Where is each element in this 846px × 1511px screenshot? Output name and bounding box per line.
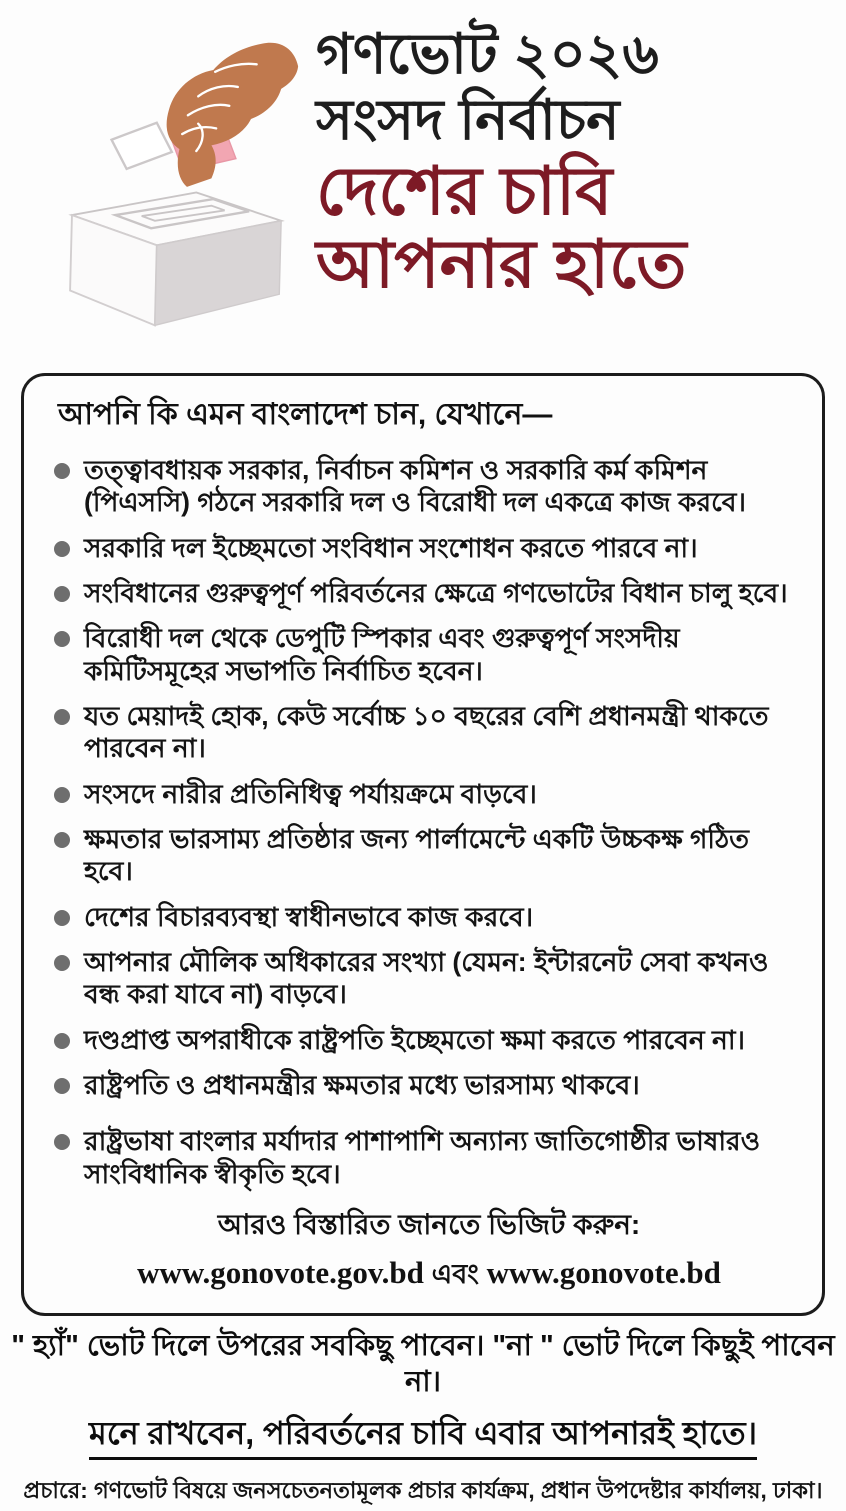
poster-header xyxy=(0,0,846,362)
url-conjunction: এবং xyxy=(431,1258,479,1289)
bullet-dot-icon xyxy=(54,1078,70,1094)
headline-desher-chabi: দেশের চাবি xyxy=(316,154,613,229)
remember-statement: মনে রাখবেন, পরিবর্তনের চাবি এবার আপনারই হাতে। xyxy=(89,1414,757,1459)
bullet-text: রাষ্ট্রপতি ও প্রধানমন্ত্রীর ক্ষমতার মধ্যে ভারসাম্য থাকবে। xyxy=(84,1069,640,1100)
publisher-credit: প্রচারে: গণভোট বিষয়ে জনসচেতনতামূলক প্রচার কার্যক্রম, প্রধান উপদেষ্টার কার্যালয়, ঢাকা। xyxy=(23,1477,823,1503)
bullet-constitution-amendment xyxy=(54,532,804,564)
title-gonovote-2026: গণভোট ২০২৬ xyxy=(316,22,659,85)
bullet-pm-term-limit xyxy=(54,700,804,765)
bullet-women-representation xyxy=(54,778,804,810)
poster-footer xyxy=(0,1316,846,1511)
bullet-dot-icon xyxy=(54,586,70,602)
bullet-text: সংসদে নারীর প্রতিনিধিত্ব পর্যায়ক্রমে বাড়বে। xyxy=(84,778,537,809)
hand-casting-ballot-icon xyxy=(55,34,300,334)
bullet-dot-icon xyxy=(54,910,70,926)
bullet-fundamental-rights xyxy=(54,946,804,1011)
bullet-referendum-provision xyxy=(54,577,804,609)
bullet-caretaker-government xyxy=(54,454,804,519)
bullet-text: সরকারি দল ইচ্ছেমতো সংবিধান সংশোধন করতে পারবে না। xyxy=(84,532,698,563)
yes-no-statement: " হ্যাঁ" ভোট দিলে উপরের সবকিছু পাবেন। "না " ভোট দিলে কিছুই পাবেন না। xyxy=(11,1329,835,1399)
bullet-text: তত্ত্বাবধায়ক সরকার, নির্বাচন কমিশন ও সরকারি কর্ম কমিশন (পিএসসি) গঠনে সরকারি দল ও বিরোধী দল একত্রে কাজ করবে। xyxy=(84,455,746,518)
bullet-text: সংবিধানের গুরুত্বপূর্ণ পরিবর্তনের ক্ষেত্রে গণভোটের বিধান চালু হবে। xyxy=(84,577,788,608)
bullet-text: দেশের বিচারব্যবস্থা স্বাধীনভাবে কাজ করবে। xyxy=(84,901,534,932)
bullet-presidential-pardon xyxy=(54,1024,804,1056)
bullet-language-recognition xyxy=(54,1125,804,1190)
bullet-text: দণ্ডপ্রাপ্ত অপরাধীকে রাষ্ট্রপতি ইচ্ছেমতো ক্ষমা করতে পারবেন না। xyxy=(84,1024,746,1055)
bullet-dot-icon xyxy=(54,709,70,725)
bullet-dot-icon xyxy=(54,463,70,479)
url-gov: www.gonovote.gov.bd xyxy=(137,1254,424,1290)
bullet-dot-icon xyxy=(54,631,70,647)
bullet-power-balance xyxy=(54,1069,804,1101)
bullet-dot-icon xyxy=(54,1033,70,1049)
bullet-text: আপনার মৌলিক অধিকারের সংখ্যা (যেমন: ইন্টারনেট সেবা কখনও বন্ধ করা যাবে না) বাড়বে। xyxy=(84,946,769,1010)
bullet-dot-icon xyxy=(54,787,70,803)
white-ballot-card xyxy=(112,123,172,169)
bullet-dot-icon xyxy=(54,541,70,557)
title-parliament-election: সংসদ নির্বাচন xyxy=(316,88,620,151)
manifesto-box xyxy=(21,373,825,1316)
bullet-dot-icon xyxy=(54,955,70,971)
bullet-dot-icon xyxy=(54,1134,70,1150)
headline-apnar-hate: আপনার হাতে xyxy=(316,227,687,302)
visit-label: আরও বিস্তারিত জানতে ভিজিট করুন: xyxy=(217,1208,641,1240)
website-urls xyxy=(54,1254,804,1299)
bullet-text: বিরোধী দল থেকে ডেপুটি স্পিকার এবং গুরুত্বপূর্ণ সংসদীয় কমিটিসমূহের সভাপতি নির্বাচিত হবেন। xyxy=(84,623,680,686)
bullet-upper-house xyxy=(54,823,804,888)
bullet-independent-judiciary xyxy=(54,901,804,933)
title-block xyxy=(300,0,846,302)
bullet-deputy-speaker xyxy=(54,622,804,687)
bullet-text: যত মেয়াদই হোক, কেউ সর্বোচ্চ ১০ বছরের বেশি প্রধানমন্ত্রী থাকতে পারবেন না। xyxy=(84,700,769,764)
hand xyxy=(167,43,298,187)
url-alt: www.gonovote.bd xyxy=(486,1254,721,1290)
bullet-dot-icon xyxy=(54,832,70,848)
bullet-text: ক্ষমতার ভারসাম্য প্রতিষ্ঠার জন্য পার্লামেন্টে একটি উচ্চকক্ষ গঠিত হবে। xyxy=(84,823,750,887)
ballot-illustration-wrap xyxy=(0,0,300,339)
box-heading: আপনি কি এমন বাংলাদেশ চান, যেখানে— xyxy=(58,398,553,431)
bullet-list xyxy=(54,454,804,1190)
bullet-text: রাষ্ট্রভাষা বাংলার মর্যাদার পাশাপাশি অন্যান্য জাতিগোষ্ঠীর ভাষারও সাংবিধানিক স্বীকৃতি হবে। xyxy=(84,1126,761,1189)
